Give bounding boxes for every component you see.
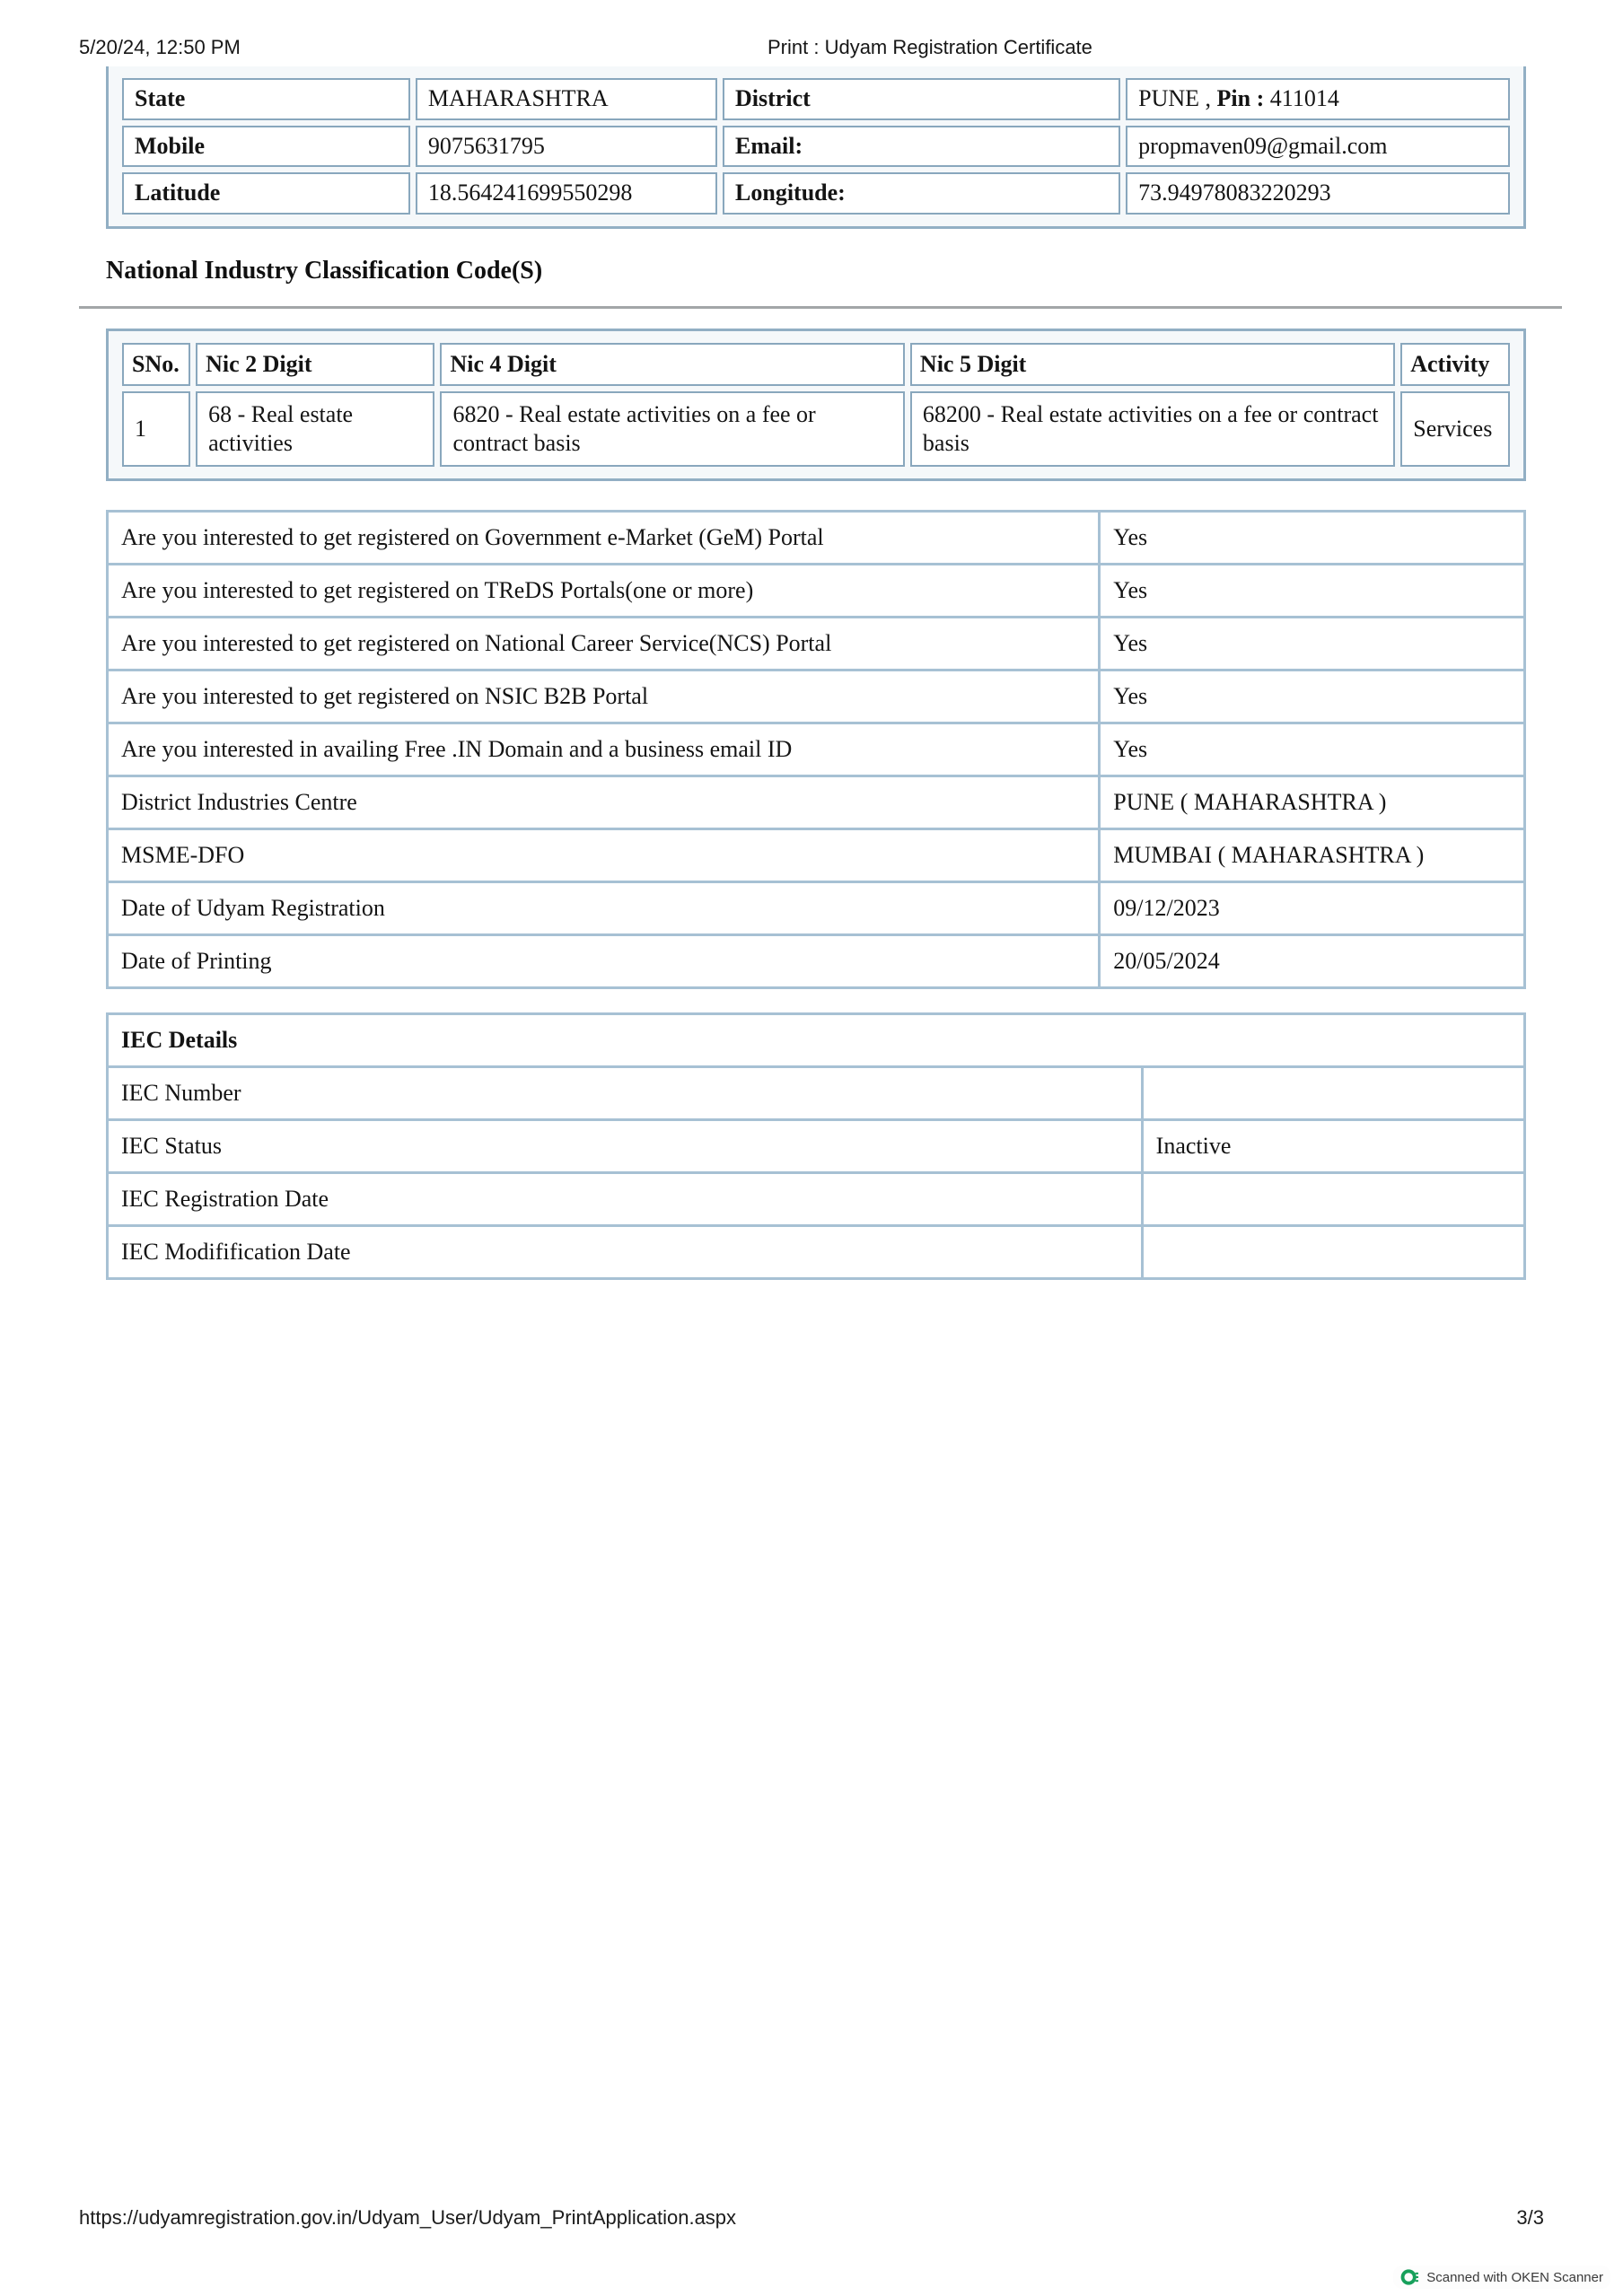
longitude-label: Longitude:: [723, 172, 1120, 215]
iec-status-value: Inactive: [1142, 1120, 1524, 1173]
iec-number-value: [1142, 1067, 1524, 1120]
question-label: Are you interested to get registered on NSIC B2B Portal: [108, 670, 1100, 723]
iec-modification-date-label: IEC Modifification Date: [108, 1226, 1143, 1279]
pin-label: Pin :: [1216, 85, 1270, 111]
oken-scanner-icon: [1400, 2268, 1418, 2286]
district-value: [1126, 78, 1510, 120]
iec-number-label: IEC Number: [108, 1067, 1143, 1120]
col-nic2: Nic 2 Digit: [196, 343, 434, 386]
printing-date-value: 20/05/2024: [1100, 935, 1525, 988]
question-row: [108, 565, 1525, 618]
section-divider: [79, 306, 1562, 309]
registration-date-label: Date of Udyam Registration: [108, 882, 1100, 935]
iec-registration-date-value: [1142, 1173, 1524, 1226]
sno-cell: 1: [122, 391, 190, 467]
col-sno: SNo.: [122, 343, 190, 386]
msme-dfo-row: [108, 829, 1525, 882]
latitude-label: Latitude: [122, 172, 410, 215]
question-answer: Yes: [1100, 565, 1525, 618]
table-row: [122, 78, 1510, 120]
dic-label: District Industries Centre: [108, 776, 1100, 829]
email-label: Email:: [723, 126, 1120, 168]
enterprise-info-table: [117, 73, 1515, 220]
oken-scanner-badge: [1393, 2265, 1610, 2289]
dic-value: PUNE ( MAHARASHTRA ): [1100, 776, 1525, 829]
longitude-value: 73.94978083220293: [1126, 172, 1510, 215]
question-answer: Yes: [1100, 723, 1525, 776]
iec-header-row: [108, 1014, 1525, 1067]
table-row: [122, 172, 1510, 215]
nic-table: [117, 337, 1515, 472]
iec-registration-date-label: IEC Registration Date: [108, 1173, 1143, 1226]
question-row: [108, 512, 1525, 565]
printing-date-label: Date of Printing: [108, 935, 1100, 988]
state-value: MAHARASHTRA: [416, 78, 717, 120]
mobile-label: Mobile: [122, 126, 410, 168]
iec-heading: IEC Details: [108, 1014, 1525, 1067]
question-answer: Yes: [1100, 618, 1525, 670]
iec-registration-date-row: [108, 1173, 1525, 1226]
footer-url: https://udyamregistration.gov.in/Udyam_User/Udyam_PrintApplication.aspx: [79, 2206, 737, 2229]
udyam-registration-date-row: [108, 882, 1525, 935]
district-label: District: [723, 78, 1120, 120]
nic4-cell: 6820 - Real estate activities on a fee or contract basis: [440, 391, 904, 467]
question-answer: Yes: [1100, 670, 1525, 723]
registration-date-value: 09/12/2023: [1100, 882, 1525, 935]
email-value: propmaven09@gmail.com: [1126, 126, 1510, 168]
question-label: Are you interested to get registered on TReDS Portals(one or more): [108, 565, 1100, 618]
district-city: PUNE ,: [1138, 85, 1217, 111]
nic-header-row: [122, 343, 1510, 386]
iec-details-table: [106, 1012, 1526, 1280]
question-row: [108, 618, 1525, 670]
iec-status-label: IEC Status: [108, 1120, 1143, 1173]
latitude-value: 18.564241699550298: [416, 172, 717, 215]
question-row: [108, 670, 1525, 723]
col-nic5: Nic 5 Digit: [910, 343, 1395, 386]
enterprise-info-box: [106, 66, 1526, 229]
nic-data-row: [122, 391, 1510, 467]
iec-number-row: [108, 1067, 1525, 1120]
nic-box: [106, 329, 1526, 481]
question-row: [108, 723, 1525, 776]
printing-date-row: [108, 935, 1525, 988]
iec-modification-date-value: [1142, 1226, 1524, 1279]
table-row: [122, 126, 1510, 168]
col-activity: Activity: [1400, 343, 1510, 386]
oken-scanner-label: Scanned with OKEN Scanner: [1426, 2269, 1603, 2285]
col-nic4: Nic 4 Digit: [440, 343, 904, 386]
nic5-cell: 68200 - Real estate activities on a fee or contract basis: [910, 391, 1395, 467]
print-title: Print : Udyam Registration Certificate: [768, 36, 1092, 58]
iec-status-row: [108, 1120, 1525, 1173]
district-industries-centre-row: [108, 776, 1525, 829]
iec-modification-date-row: [108, 1226, 1525, 1279]
registration-details-table: [106, 510, 1526, 989]
msme-dfo-label: MSME-DFO: [108, 829, 1100, 882]
question-answer: Yes: [1100, 512, 1525, 565]
question-label: Are you interested to get registered on National Career Service(NCS) Portal: [108, 618, 1100, 670]
msme-dfo-value: MUMBAI ( MAHARASHTRA ): [1100, 829, 1525, 882]
print-datetime: 5/20/24, 12:50 PM: [79, 36, 241, 58]
nic-section-heading: National Industry Classification Code(S): [106, 257, 543, 285]
pin-value: 411014: [1269, 85, 1339, 111]
activity-cell: Services: [1400, 391, 1510, 467]
page-number: 3/3: [1516, 2206, 1544, 2229]
question-label: Are you interested in availing Free .IN Domain and a business email ID: [108, 723, 1100, 776]
nic2-cell: 68 - Real estate activities: [196, 391, 434, 467]
question-label: Are you interested to get registered on Government e-Market (GeM) Portal: [108, 512, 1100, 565]
mobile-value: 9075631795: [416, 126, 717, 168]
state-label: State: [122, 78, 410, 120]
